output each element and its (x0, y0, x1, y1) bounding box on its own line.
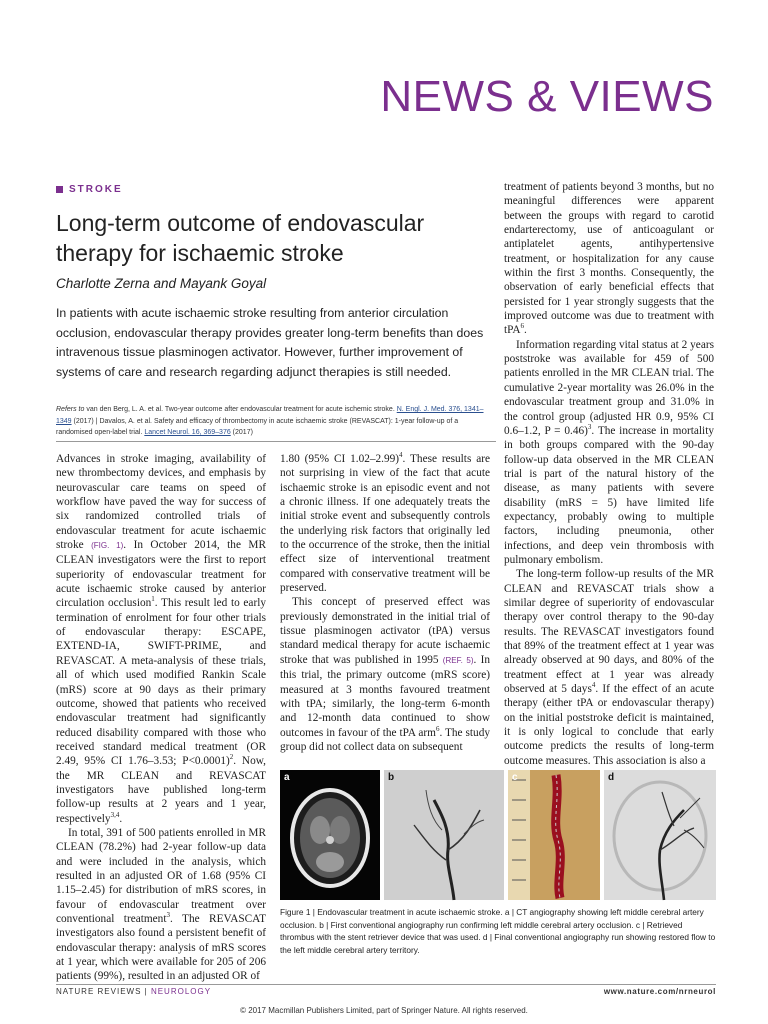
paragraph (56, 826, 266, 984)
ref1-text: van den Berg, L. A. et al. Two-year outcome after endovascular treatment for acute ischemic stroke. (84, 406, 397, 413)
text: . (119, 812, 123, 825)
text: In total, 391 of 500 patients enrolled in MR CLEAN (78.2%) had 2-year follow-up data and were included in the analysis, which resulted in an adjusted OR of 1.68 (95% CI 1.15–2.45) for distribution of mRS scores, in favour of endovascular treatment over conventional treatment (56, 826, 266, 925)
figure-caption (280, 906, 716, 956)
text: The long-term follow-up results of the MR CLEAN and REVASCAT trials show a similar degree of superiority of endovascular therapy over control therapy to the 90-day results. The REVASCAT investigators found that 89% of the treatment effect at 1 year was already observed at 90 days, and 80% of the treatment effect at 1 year was already observed at 5 days (504, 568, 714, 696)
angiography-image-d (604, 770, 716, 900)
refers-to-label: Refers to (56, 406, 85, 413)
panel-label-d: d (608, 772, 615, 783)
citation-sup[interactable]: 3 (166, 911, 170, 920)
authors: Charlotte Zerna and Mayank Goyal (56, 276, 267, 291)
text: . This result led to early termination of enrolment for four other trials of endovascular therapy: ESCAPE, EXTEND-IA, SWIFT-PRIME, and REVASCAT. A meta-analysis of these trials, all of which used modified Rankin Scale (mRS) score at 90 days as their primary outcome, showed that patients who received endovascular treatment had significantly reduced disability compared with those who received standard medical treatment (OR 2.49, 95% CI 1.76–3.53; P<0.0001) (56, 597, 266, 768)
thrombus-image (508, 770, 600, 900)
text: Information regarding vital status at 2 years poststroke was available for 459 of 500 patients enrolled in the MR CLEAN trial. The cumulative 2-year mortality was 26.0% in the endovascular treatment group and 31.0% in the control group (adjusted HR 0.9, 95% CI 0.6–1.2, P = 0.46) (504, 338, 714, 437)
paragraph (56, 452, 266, 826)
footer-subject: NEUROLOGY (150, 987, 212, 996)
citation-sup[interactable]: 6 (435, 724, 440, 733)
text: . (524, 324, 527, 337)
text: . The REVASCAT investigators also found a persistent benefit of endovascular therapy: analysis of mRS scores at 1 year, which were available for 205 of 206 patients (99%), resulted in an adjusted OR of (56, 913, 266, 983)
paragraph (504, 567, 714, 768)
paragraph (280, 452, 490, 595)
citation-sup[interactable]: 3 (587, 423, 592, 432)
reference-link[interactable]: (REF. 5) (442, 655, 474, 665)
figure-panel-c-thrombus (508, 770, 600, 900)
caption-title: Figure 1 | Endovascular treatment in acute ischaemic stroke. (280, 907, 503, 917)
ref1-tail: (2017) | Davalos, A. et al. Safety and efficacy of thrombectomy in acute ischaemic stroke (REVASCAT): 1-year follow-up of a randomised open-label trial. (56, 417, 459, 436)
ref1-link[interactable]: N. Engl. J. Med. 376, 1341–1349 (56, 406, 484, 425)
panel-label-c: c (512, 772, 518, 783)
citation-sup[interactable]: 6 (520, 322, 525, 331)
figure-panel-b-angiography (384, 770, 504, 900)
text: 1.80 (95% CI 1.02–2.99) (280, 453, 400, 465)
text: . These results are not surprising in view of the fact that acute ischaemic stroke is an episodic event and not a chronic illness. If one adequately treats the initial stroke event and subsequently controls the underlying risk factors that originally led to the occurrence of the stroke, then the initial effect size of interventional treatment compared with conservative treatment will be preserved. (280, 453, 490, 595)
body-column-1 (56, 452, 267, 983)
figure-ref-link[interactable]: (FIG. 1) (91, 541, 124, 551)
caption-b: b | First conventional angiography run confirming left middle cerebral artery occlusion. (316, 919, 634, 930)
citation-sup[interactable]: 2 (229, 753, 234, 762)
standfirst: In patients with acute ischaemic stroke resulting from anterior circulation occlusion, endovascular therapy provides greater long-term benefits than does intravenous tissue plasminogen activator. However, further improvement of systems of care and research regarding adjunct therapies is still needed. (56, 306, 484, 379)
text: . If the effect of an acute therapy (either tPA or endovascular therapy) on the initial poststroke deficit is maintained, it is only logical to conclude that early outcome predicts the results of long-term outcome measures. This association is also a (504, 683, 714, 767)
citation-sup[interactable]: 1 (151, 595, 155, 604)
copyright: © 2017 Macmillan Publishers Limited, part of Springer Nature. All rights reserved. (240, 1006, 528, 1015)
text: . The study group did not collect data on subsequent (280, 726, 490, 753)
section-tag (56, 184, 123, 195)
text: . The increase in mortality in both groups compared with the 90-day follow-up data observed in the MR CLEAN trial is part of the natural history of the disease, as many patients with severe disability (mRS = 5) have limited life expectancy, probably owing to multiple factors, including pneumonia, other infections, and deep vein thrombosis with pulmonary embolism. (504, 424, 714, 566)
text: . Now, the MR CLEAN and REVASCAT investigators have published long-term follow-up results at 2 years and 1 year, respectively (56, 755, 266, 825)
caption-c: c | Retrieved thrombus with the stent retriever device that was used. (280, 919, 683, 942)
figure-panel-a-ct-angiography (280, 770, 380, 900)
text: . In this trial, the primary outcome (mRS score) measured at 3 months favoured treatment with tPA; similarly, the long-term 6-month and 12-month data continued to show outcomes in favour of the tPA arm (280, 653, 491, 739)
refers-to (56, 404, 496, 439)
caption-a: a | CT angiography showing left middle cerebral artery occlusion. (280, 907, 704, 930)
footer-url[interactable]: www.nature.com/nrneurol (603, 987, 716, 996)
ct-scan-image (280, 770, 380, 900)
text: treatment of patients beyond 3 months, but no meaningful differences were apparent between the groups with regard to carotid endarterectomy, use of anticoagulant or antiplatelet agents, antihypertensive treatment, or hospitalization for any cause within the first 3 months. Consequently, the observation of early beneficial effects that persisted for 1 year strongly suggests that the improved outcome was due to treatment with tPA (504, 181, 714, 337)
text: This concept of preserved effect was previously demonstrated in the initial trial of tissue plasminogen activator (tPA) versus standard medical therapy for acute ischaemic stroke that was published in 1995 (280, 596, 490, 666)
footer-journal-name: NATURE REVIEWS | (56, 987, 151, 996)
header-rule (56, 441, 496, 442)
caption-d: d | Final conventional angiography run showing restored flow to the left middle cerebral artery territory. (280, 932, 716, 955)
citation-sup[interactable]: 4 (399, 451, 403, 460)
figure-panel-d-angiography (604, 770, 716, 900)
article-title: Long-term outcome of endovascular therapy for ischaemic stroke (56, 210, 425, 266)
masthead: NEWS & VIEWS (380, 72, 714, 121)
paragraph (280, 595, 490, 754)
section-square-icon (56, 186, 63, 193)
body-column-3 (504, 180, 714, 768)
angiography-image-b (384, 770, 504, 900)
footer-rule (56, 984, 716, 985)
section-label: STROKE (69, 184, 123, 195)
paragraph (504, 180, 714, 338)
text: . In October 2014, the MR CLEAN investigators were the first to report superiority of endovascular treatment for acute ischaemic stroke caused by anterior circulation occlusion (56, 539, 267, 610)
figure-1 (280, 770, 716, 900)
text: Advances in stroke imaging, availability of new thrombectomy devices, and emphasis by neurovascular care teams on speed of workflow have paved the way for success of six randomized controlled trials of endovascular treatment for acute ischaemic stroke (56, 453, 266, 552)
body-column-2 (280, 452, 490, 764)
citation-sup[interactable]: 4 (591, 681, 596, 690)
footer-journal (56, 987, 211, 996)
panel-label-a: a (284, 772, 290, 783)
panel-label-b: b (388, 772, 395, 783)
citation-sup[interactable]: 3,4 (110, 810, 120, 819)
ref2-tail: (2017) (230, 429, 253, 436)
paragraph (504, 338, 714, 568)
ref2-link[interactable]: Lancet Neurol. 16, 369–376 (144, 429, 231, 436)
